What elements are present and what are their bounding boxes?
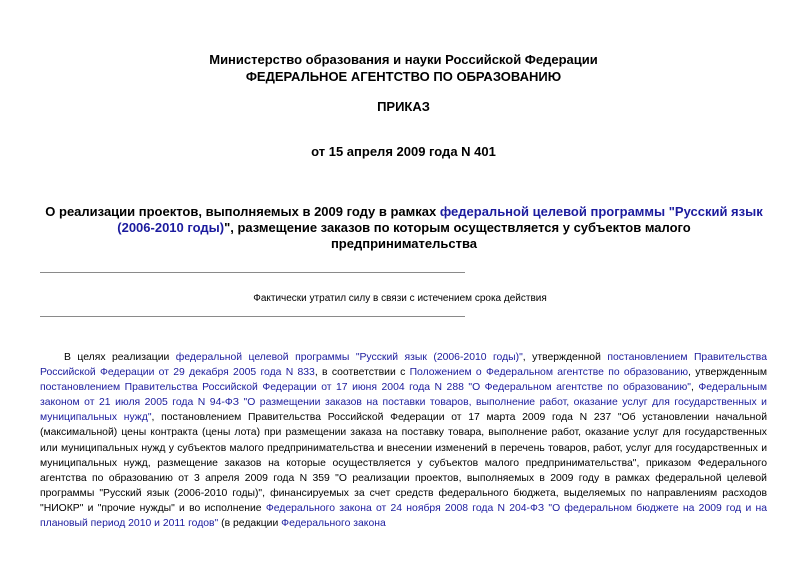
law-94fz-link[interactable]: Федеральным законом от 21 июля 2005 года N 94-ФЗ "О размещении заказов на поставки товаров, выполнение работ, оказание услуг для государственных и муниципальных нужд"	[40, 382, 768, 424]
document-type: ПРИКАЗ	[377, 99, 430, 114]
body-text-7: (в редакции	[218, 518, 282, 530]
body-text-1: В целях реализации	[64, 352, 176, 363]
status-note: Фактически утратил силу в связи с истечением срока действия	[253, 293, 547, 304]
body-text-5: ,	[690, 382, 699, 394]
law-204fz-link[interactable]: Федерального закона от 24 ноября 2008 года N 204-ФЗ "О федеральном бюджете на 2009 год и на плановый период 2010 и 2011 годов"	[40, 502, 767, 530]
document-date-number: от 15 апреля 2009 года N 401	[311, 144, 496, 159]
subject-text-2: ", размещение заказов по которым осуществляется у субъектов малого предпринимательства	[224, 220, 691, 251]
body-paragraph	[40, 350, 767, 531]
decree-833-link[interactable]: постановлением Правительства Российской Федерации от 29 декабря 2005 года N 833	[40, 352, 767, 379]
body-text-2: , утвержденной	[522, 352, 608, 363]
subject-text-1: О реализации проектов, выполняемых в 2009 году в рамках	[45, 204, 440, 219]
decree-288-link[interactable]: постановлением Правительства Российской Федерации от 17 июня 2004 года N 288 "О Федеральном агентстве по образованию"	[40, 382, 691, 394]
program-link-body[interactable]: федеральной целевой программы "Русский язык (2006-2010 годы)"	[175, 352, 523, 363]
body-text-3: , в соответствии с	[314, 367, 410, 379]
agency-name: ФЕДЕРАЛЬНОЕ АГЕНТСТВО ПО ОБРАЗОВАНИЮ	[245, 69, 562, 84]
agency-regulation-link[interactable]: Положением о Федеральном агентстве по образованию	[409, 367, 689, 379]
ministry-name: Министерство образования и науки Российской Федерации	[209, 52, 598, 67]
body-text-4: , утвержденным	[688, 367, 767, 379]
divider-top	[40, 272, 465, 273]
document-subject	[45, 204, 763, 252]
divider-bottom	[40, 316, 465, 317]
program-link[interactable]: федеральной целевой программы "Русский язык (2006-2010 годы)	[117, 204, 763, 235]
federal-law-link[interactable]: Федерального закона	[281, 518, 386, 530]
body-text-6: , постановлением Правительства Российской Федерации от 17 марта 2009 года N 237 "Об установлении начальной (максимальной) цены контракта (цены лота) при размещении заказа на поставку товара, выполнение работ, оказание услуг для государственных или муниципальных нужд у субъектов малого предпринимательства и внесении изменений в перечень товаров, работ, услуг для государственных и муниципальных нужд, размещение заказов на которые осуществляется у субъектов малого предпринимательства", приказом Федерального агентства по образованию от 3 апреля 2009 года N 359 "О реализации проектов, выполняемых в 2009 году в рамках федеральной целевой программы "Русский язык (2006-2010 годы)", финансируемых за счет средств федерального бюджета, выделяемых по направлениям расходов "НИОКР" и "прочие нужды" и во исполнение	[40, 412, 767, 514]
